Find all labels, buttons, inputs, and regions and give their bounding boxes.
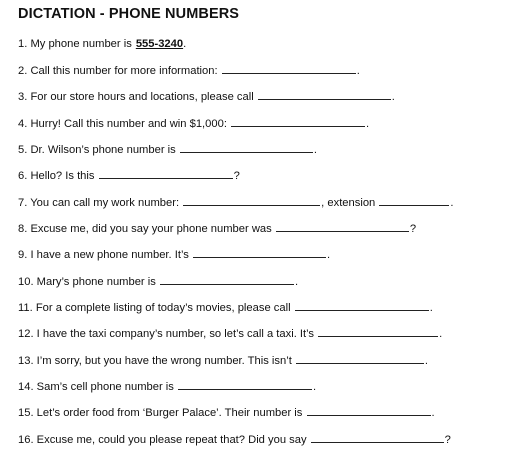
question-5 — [18, 142, 317, 157]
question-text: 9. I have a new phone number. It’s — [18, 249, 189, 261]
question-16 — [18, 432, 451, 447]
question-text: 3. For our store hours and locations, please call — [18, 91, 254, 103]
question-text: 15. Let’s order food from ‘Burger Palace’. Their number is — [18, 407, 303, 419]
question-end: . — [356, 65, 360, 77]
answer-blank[interactable] — [307, 405, 431, 416]
question-end: . — [429, 302, 433, 314]
answer-blank[interactable] — [178, 379, 312, 390]
question-13 — [18, 353, 428, 368]
question-text: 6. Hello? Is this — [18, 170, 95, 182]
answer-blank[interactable] — [295, 300, 429, 311]
question-1 — [18, 37, 186, 51]
answer-blank[interactable] — [311, 432, 444, 443]
question-text: 2. Call this number for more information: — [18, 65, 218, 77]
extension-blank[interactable] — [379, 195, 449, 206]
question-end: . — [424, 355, 429, 367]
question-9 — [18, 247, 330, 262]
worksheet-title: DICTATION - PHONE NUMBERS — [18, 6, 240, 22]
question-text: 10. Mary’s phone number is — [18, 276, 156, 288]
question-end: . — [313, 381, 317, 393]
question-text: 13. I’m sorry, but you have the wrong number. This isn’t — [18, 355, 292, 367]
answer-blank[interactable] — [160, 274, 294, 285]
question-middle: , extension — [321, 197, 376, 209]
answer-blank[interactable] — [99, 168, 233, 179]
question-10 — [18, 274, 298, 289]
question-end: . — [391, 91, 395, 103]
question-text: 14. Sam’s cell phone number is — [18, 381, 174, 393]
question-text: 8. Excuse me, did you say your phone number was — [18, 223, 272, 235]
question-text: 5. Dr. Wilson’s phone number is — [18, 144, 176, 156]
question-end: . — [439, 328, 443, 340]
question-text: 16. Excuse me, could you please repeat that? Did you say — [18, 434, 307, 446]
example-answer: 555-3240 — [135, 38, 184, 50]
question-end: . — [450, 197, 454, 209]
question-14 — [18, 379, 316, 394]
answer-blank[interactable] — [222, 63, 356, 74]
question-end: ? — [233, 170, 240, 182]
question-end: . — [326, 249, 331, 261]
answer-blank[interactable] — [296, 353, 424, 364]
question-text: 11. For a complete listing of today’s movies, please call — [18, 302, 291, 314]
question-text: 12. I have the taxi company’s number, so let’s call a taxi. It’s — [18, 328, 315, 340]
question-7 — [18, 195, 454, 210]
question-8 — [18, 221, 416, 236]
answer-blank[interactable] — [183, 195, 320, 206]
question-text: 4. Hurry! Call this number and win $1,000: — [18, 118, 227, 130]
question-end: . — [294, 276, 299, 288]
question-text: 1. My phone number is — [18, 38, 132, 50]
answer-blank[interactable] — [258, 89, 391, 100]
question-text: 7. You can call my work number: — [18, 197, 180, 209]
answer-blank[interactable] — [193, 247, 326, 258]
answer-blank[interactable] — [318, 326, 438, 337]
question-end: . — [431, 407, 435, 419]
answer-blank[interactable] — [231, 116, 365, 127]
answer-blank[interactable] — [276, 221, 409, 232]
question-end: . — [313, 144, 317, 156]
question-end: ? — [444, 434, 451, 446]
question-3 — [18, 89, 395, 104]
question-end: . — [183, 38, 187, 50]
question-2 — [18, 63, 360, 78]
question-15 — [18, 405, 435, 420]
question-end: ? — [409, 223, 417, 235]
question-6 — [18, 168, 240, 183]
question-end: . — [366, 118, 370, 130]
question-4 — [18, 116, 369, 131]
question-11 — [18, 300, 433, 315]
question-12 — [18, 326, 442, 341]
answer-blank[interactable] — [180, 142, 313, 153]
